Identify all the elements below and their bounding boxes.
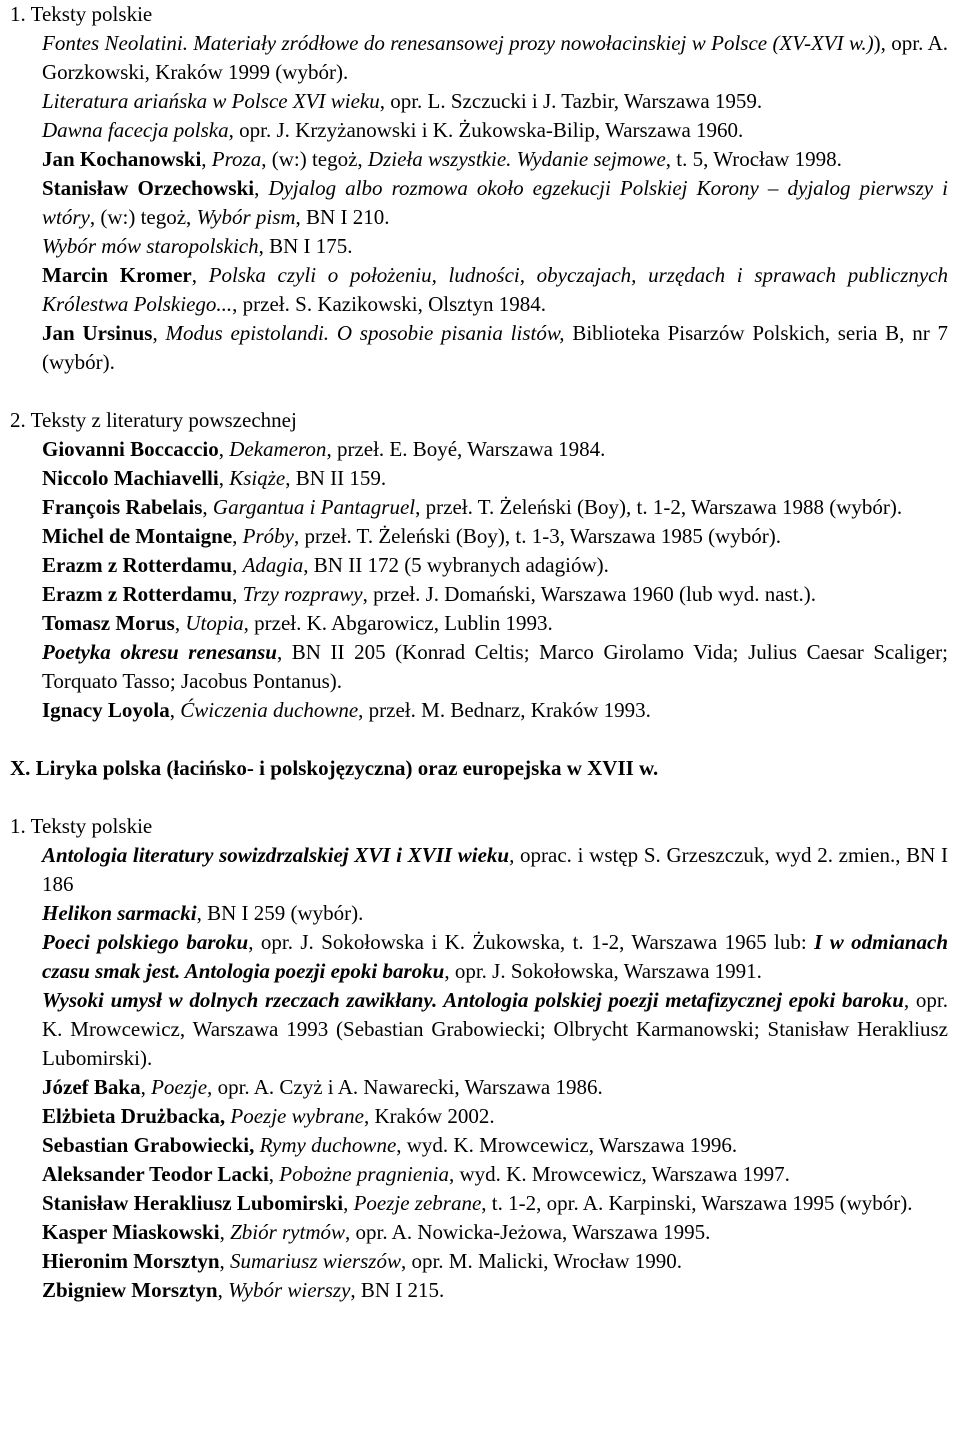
entry-text: ,: [152, 321, 166, 345]
bibliography-entry: [42, 580, 948, 609]
author-name: Marcin Kromer: [42, 263, 192, 287]
entry-text: Biblioteka Pisarzów Polskich, seria B, nr 7 (wybór).: [42, 321, 948, 374]
bibliography-entry: [42, 464, 948, 493]
entry-text: , przeł. J. Domański, Warszawa 1960 (lub wyd. nast.).: [362, 582, 817, 606]
author-name: Niccolo Machiavelli: [42, 466, 219, 490]
bibliography-entry: [42, 1276, 948, 1305]
entry-text: , przeł. M. Bednarz, Kraków 1993.: [358, 698, 651, 722]
work-title: Wysoki umysł w dolnych rzeczach zawikłany. Antologia polskiej poezji metafizycznej epoki baroku: [42, 988, 904, 1012]
bibliography-entry: [42, 261, 948, 319]
entry-text: , przeł. T. Żeleński (Boy), t. 1-3, Warszawa 1985 (wybór).: [293, 524, 781, 548]
bibliography-entry: [42, 899, 948, 928]
entry-text: , BN II 205 (Konrad Celtis; Marco Girolamo Vida; Julius Caesar Scaliger; Torquato Tasso; Jacobus Pontanus).: [42, 640, 948, 693]
bibliography-entry: [42, 522, 948, 551]
entry-text: ,: [232, 524, 243, 548]
section-heading: 1. Teksty polskie: [10, 2, 153, 26]
work-title: Adagia: [242, 553, 304, 577]
entry-text: , wyd. K. Mrowcewicz, Warszawa 1996.: [396, 1133, 738, 1157]
author-name: Hieronim Morsztyn: [42, 1249, 220, 1273]
section-heading: 1. Teksty polskie: [10, 814, 153, 838]
entry-text: , BN I 175.: [258, 234, 353, 258]
entry-text: , opr. J. Sokołowska i K. Żukowska, t. 1-2, Warszawa 1965 lub:: [248, 930, 815, 954]
work-title: Poezje zebrane: [353, 1191, 482, 1215]
bibliography-entry: [42, 696, 948, 725]
entry-text: ,: [174, 611, 186, 635]
entry-text: , przeł. E. Boyé, Warszawa 1984.: [326, 437, 606, 461]
entry-text: ,: [218, 466, 230, 490]
bibliography-entry: [42, 609, 948, 638]
work-title: Antologia literatury sowizdrzalskiej XVI i XVII wieku: [42, 843, 510, 867]
bibliography-list: [10, 435, 948, 725]
author-name: Michel de Montaigne: [42, 524, 233, 548]
work-title: Wybór mów staropolskich: [42, 234, 259, 258]
work-title: Zbiór rytmów: [230, 1220, 345, 1244]
bibliography-entry: [42, 928, 948, 986]
bibliography-entry: [42, 174, 948, 232]
section-heading: 2. Teksty z literatury powszechnej: [10, 408, 297, 432]
bibliography-entry: [42, 1131, 948, 1160]
work-title: Proza: [211, 147, 262, 171]
entry-text: , opr. J. Krzyżanowski i K. Żukowska-Bilip, Warszawa 1960.: [228, 118, 744, 142]
entry-text: ,: [219, 1220, 231, 1244]
entry-text: ,: [254, 176, 269, 200]
author-name: Erazm z Rotterdamu: [42, 553, 233, 577]
work-title: Fontes Neolatini. Materiały zródłowe do renesansowej prozy nowołacinskiej w Polsce (XV-XVI w.): [42, 31, 874, 55]
work-title: Pobożne pragnienia: [279, 1162, 450, 1186]
entry-text: ,: [202, 495, 213, 519]
bibliography-entry: [42, 841, 948, 899]
entry-text: , opr. J. Sokołowska, Warszawa 1991.: [444, 959, 762, 983]
entry-text: ,: [343, 1191, 354, 1215]
bibliography-entry: [42, 29, 948, 87]
entry-text: , t. 1-2, opr. A. Karpinski, Warszawa 1995 (wybór).: [481, 1191, 913, 1215]
entry-text: ,: [232, 553, 243, 577]
work-title: Poezje wybrane: [225, 1104, 364, 1128]
author-name: Ignacy Loyola: [42, 698, 170, 722]
bibliography-list: [10, 841, 948, 1305]
entry-text: ,: [219, 1249, 230, 1273]
bibliography-entry: [42, 435, 948, 464]
author-name: Jan Ursinus: [42, 321, 153, 345]
work-title: Sumariusz wierszów: [230, 1249, 401, 1273]
entry-text: , przeł. K. Abgarowicz, Lublin 1993.: [243, 611, 553, 635]
bibliography-entry: [42, 87, 948, 116]
author-name: François Rabelais: [42, 495, 203, 519]
entry-text: , BN I 215.: [350, 1278, 445, 1302]
entry-text: ,: [140, 1075, 152, 1099]
work-title: Utopia: [185, 611, 244, 635]
work-title: Helikon sarmacki: [42, 901, 197, 925]
author-name: Erazm z Rotterdamu: [42, 582, 233, 606]
author-name: Józef Baka: [42, 1075, 141, 1099]
work-title: Rymy duchowne: [254, 1133, 397, 1157]
entry-text: opr. A. Czyż i A. Nawarecki, Warszawa 1986.: [212, 1075, 603, 1099]
bibliography-list: [10, 29, 948, 377]
work-title: Modus epistolandi. O sposobie pisania listów,: [165, 321, 565, 345]
work-title: I w odmianach czasu smak jest. Antologia poezji epoki baroku: [42, 930, 948, 983]
work-title: Poezje,: [151, 1075, 213, 1099]
work-title: Literatura ariańska w Polsce XVI wieku: [42, 89, 380, 113]
bibliography-entry: [42, 986, 948, 1073]
bibliography-entry: [42, 1189, 948, 1218]
entry-text: , opr. M. Malicki, Wrocław 1990.: [400, 1249, 683, 1273]
entry-text: , opr. A. Nowicka-Jeżowa, Warszawa 1995.: [345, 1220, 711, 1244]
work-title: Próby: [242, 524, 294, 548]
bibliography-entry: [42, 1102, 948, 1131]
entry-text: , przeł. S. Kazikowski, Olsztyn 1984.: [232, 292, 546, 316]
entry-text: , Kraków 2002.: [363, 1104, 495, 1128]
entry-text: ,: [201, 147, 212, 171]
entry-text: ,: [169, 698, 181, 722]
work-title: Dawna facecja polska: [42, 118, 229, 142]
entry-text: , BN II 172 (5 wybranych adagiów).: [303, 553, 609, 577]
bibliography-entry: [42, 493, 948, 522]
author-name: Zbigniew Morsztyn: [42, 1278, 218, 1302]
bibliography-entry: [42, 319, 948, 377]
work-title: Polska czyli o położeniu, ludności, obyczajach, urzędach i sprawach publicznych Królestwa Polskiego...: [42, 263, 949, 316]
work-title: Wybór wierszy: [228, 1278, 351, 1302]
entry-text: , opr. L. Szczucki i J. Tazbir, Warszawa 1959.: [379, 89, 763, 113]
entry-text: , BN I 210.: [295, 205, 390, 229]
author-name: Giovanni Boccaccio: [42, 437, 219, 461]
work-title: Wybór pism: [196, 205, 296, 229]
bibliography-entry: [42, 1218, 948, 1247]
entry-text: , (w:) tegoż,: [261, 147, 368, 171]
author-name: Tomasz Morus: [42, 611, 175, 635]
entry-text: , opr. K. Mrowcewicz, Warszawa 1993 (Sebastian Grabowiecki; Olbrycht Karmanowski; Stanisław Herakliusz Lubomirski).: [42, 988, 949, 1070]
bibliography-entry: [42, 116, 948, 145]
chapter-heading: X. Liryka polska (łacińsko- i polskojęzyczna) oraz europejska w XVII w.: [10, 756, 659, 780]
author-name: Stanisław Herakliusz Lubomirski: [42, 1191, 344, 1215]
work-title: Dzieła wszystkie. Wydanie sejmowe: [367, 147, 666, 171]
work-title: Poeci polskiego baroku: [42, 930, 249, 954]
entry-text: , (w:) tegoż,: [89, 205, 197, 229]
bibliography-entry: [42, 638, 948, 696]
entry-text: , przeł. T. Żeleński (Boy), t. 1-2, Warszawa 1988 (wybór).: [415, 495, 903, 519]
bibliography-entry: [42, 1073, 948, 1102]
entry-text: , BN I 259 (wybór).: [196, 901, 364, 925]
author-name: Elżbieta Drużbacka,: [42, 1104, 226, 1128]
author-name: Stanisław Orzechowski: [42, 176, 255, 200]
entry-text: ,: [191, 263, 209, 287]
bibliography-entry: [42, 232, 948, 261]
bibliography-entry: [42, 1247, 948, 1276]
entry-text: , BN II 159.: [285, 466, 387, 490]
entry-text: ,: [232, 582, 243, 606]
entry-text: ,: [268, 1162, 280, 1186]
bibliography-entry: [42, 145, 948, 174]
bibliography-entry: [42, 1160, 948, 1189]
entry-text: oprac. i wstęp S. Grzeszczuk, wyd 2. zmien., BN I 186: [42, 843, 949, 896]
work-title: Gargantua i Pantagruel: [212, 495, 416, 519]
bibliography-entry: [42, 551, 948, 580]
author-name: Aleksander Teodor Lacki: [42, 1162, 269, 1186]
work-title: ,: [509, 843, 515, 867]
entry-text: ,: [218, 437, 230, 461]
author-name: Sebastian Grabowiecki,: [42, 1133, 255, 1157]
author-name: Kasper Miaskowski: [42, 1220, 220, 1244]
entry-text: ,: [217, 1278, 229, 1302]
work-title: Trzy rozprawy: [242, 582, 363, 606]
work-title: Dekameron: [229, 437, 327, 461]
work-title: Ćwiczenia duchowne: [180, 698, 359, 722]
entry-text: , wyd. K. Mrowcewicz, Warszawa 1997.: [449, 1162, 790, 1186]
author-name: Jan Kochanowski: [42, 147, 202, 171]
work-title: Dyjalog albo rozmowa około egzekucji Polskiej Korony – dyjalog pierwszy i wtóry: [42, 176, 948, 229]
entry-text: ), opr. A. Gorzkowski, Kraków 1999 (wybór).: [42, 31, 948, 84]
work-title: Książe: [229, 466, 286, 490]
entry-text: , t. 5, Wrocław 1998.: [665, 147, 842, 171]
work-title: Poetyka okresu renesansu: [42, 640, 277, 664]
